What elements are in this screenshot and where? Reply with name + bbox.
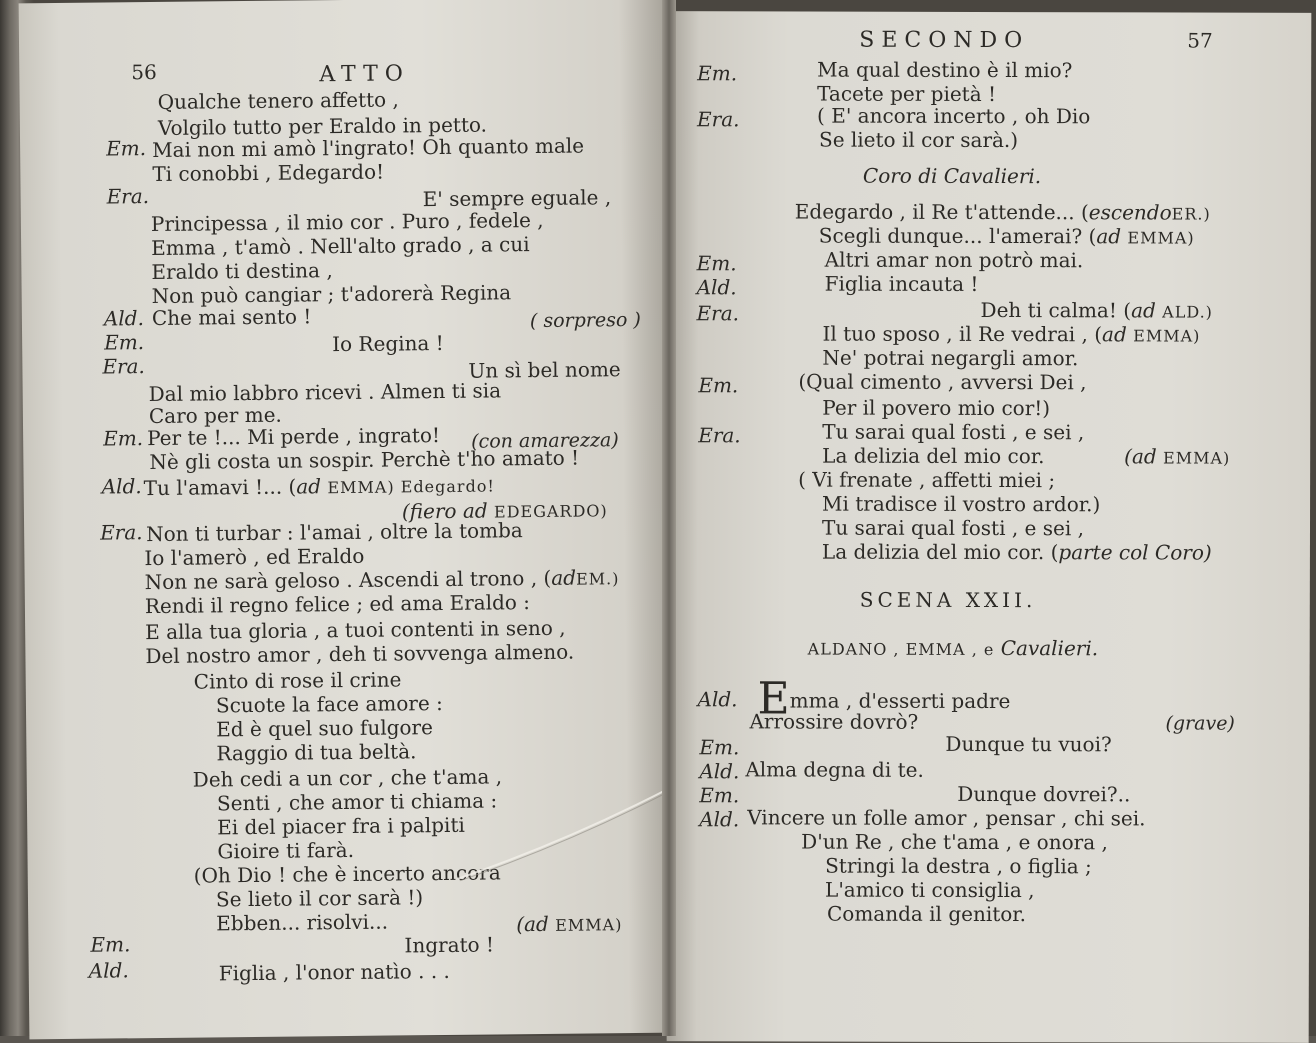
direction-text: ad <box>296 474 322 499</box>
speaker-label: Ald. <box>699 807 740 832</box>
verse-line: Tu sarai qual fosti , e sei , <box>822 419 1085 445</box>
verse-line: Ma qual destino è il mio? <box>817 57 1073 83</box>
aria-line: Ed è quel suo fulgore <box>216 715 434 742</box>
speaker-label: Em. <box>103 426 144 451</box>
speaker-label: Em. <box>699 735 740 760</box>
verse-text: Tu l'amavi !... ( <box>143 474 297 501</box>
verse-line: Che mai sento ! <box>151 304 312 331</box>
verse-line: Vincere un folle amor , pensar , chi sei. <box>747 805 1146 831</box>
character-name: EMMA) Edegardo! <box>327 476 495 498</box>
left-page <box>19 0 674 1039</box>
verse-line <box>819 224 1195 251</box>
aria-line: Raggio di tua beltà. <box>216 739 417 766</box>
verse-line: Figlia , l'onor natìo . . . <box>218 958 450 986</box>
direction-text: ad <box>551 565 577 590</box>
direction-text: ad <box>1131 298 1156 323</box>
stage-direction-line <box>516 911 622 938</box>
verse-line <box>981 298 1213 325</box>
aria-line: Deh cedi a un cor , che t'ama , <box>192 764 503 792</box>
aria-line: Stringi la destra , o figlia ; <box>825 853 1092 879</box>
character-names: ALDANO , EMMA , e <box>807 639 995 660</box>
verse-text: Edegardo , il Re t'attende... ( <box>794 199 1089 225</box>
direction-text: Coro) <box>1154 540 1212 565</box>
verse-line: Non ti turbar : l'amai , oltre la tomba <box>146 518 523 547</box>
aria-line: Se lieto il cor sarà !) <box>215 885 424 912</box>
character-name: EM.) <box>575 569 620 589</box>
aria-line: D'un Re , che t'ama , e onora , <box>801 829 1108 855</box>
character-name: ALD.) <box>1162 302 1213 322</box>
speaker-label: Era. <box>106 184 150 209</box>
verse-text: Il tuo sposo , il Re vedrai , ( <box>822 321 1103 347</box>
verse-line: Mi tradisce il vostro ardor.) <box>822 491 1101 517</box>
right-page <box>667 11 1312 1043</box>
verse-line: Un sì bel nome <box>468 357 621 383</box>
verse-line: Volgilo tutto per Eraldo in petto. <box>157 112 488 140</box>
verse-text: La delizia del mio cor. ( <box>821 539 1059 565</box>
verse-line: Mai non mi amò l'ingrato! Oh quanto male <box>152 133 585 163</box>
character-names-italic: Cavalieri. <box>1000 636 1099 661</box>
speaker-label: Em. <box>90 932 131 957</box>
verse-text: Non ne sarà geloso . Ascendi al trono , ( <box>144 565 552 595</box>
speaker-label: Ald. <box>88 958 129 983</box>
verse-line: Dunque dovrei?.. <box>957 781 1131 807</box>
aria-line: Senti , che amor ti chiama : <box>216 788 498 816</box>
speaker-label: Era. <box>102 354 145 379</box>
verse-line <box>144 472 495 502</box>
verse-line: Ti conobbi , Edegardo! <box>152 159 385 187</box>
direction-text: ad <box>1102 322 1127 347</box>
verse-text: Scegli dunque... l'amerai? ( <box>818 223 1097 249</box>
verse-line: ( E' ancora incerto , oh Dio <box>817 103 1091 129</box>
verse-line: Per te !... Mi perde , ingrato! <box>147 423 441 451</box>
running-header: SECONDO <box>859 27 1030 54</box>
character-name: EDEGARDO) <box>493 501 608 522</box>
verse-line: ( Vi frenate , affetti miei ; <box>798 467 1056 493</box>
speaker-label: Em. <box>104 330 145 355</box>
verse-line: Non può cangiar ; t'adorerà Regina <box>151 280 512 309</box>
aria-line: Comanda il genitor. <box>826 901 1027 927</box>
speaker-label: Ald. <box>696 275 737 300</box>
direction-text: (ad <box>516 911 549 937</box>
speaker-label: Em. <box>697 61 738 86</box>
speaker-label: Em. <box>698 373 739 398</box>
aria-line: (Oh Dio ! che è incerto ancora <box>193 860 501 888</box>
speaker-label: Ald. <box>697 687 738 712</box>
stage-direction: ( sorpreso ) <box>529 308 641 333</box>
verse-line: Se lieto il cor sarà.) <box>818 127 1019 153</box>
speaker-label: Ald. <box>699 759 740 784</box>
aria-line: L'amico ti consiglia , <box>825 877 1035 903</box>
speaker-label: Ald. <box>103 306 145 331</box>
stage-direction-line <box>1124 444 1230 470</box>
verse-line: Qualche tenero affetto , <box>157 87 399 114</box>
page-number: 56 <box>131 59 157 85</box>
speaker-label: Ald. <box>101 474 142 499</box>
verse-text: Deh ti calma! ( <box>980 297 1132 323</box>
direction-text: escendo <box>1088 200 1172 225</box>
aria-line: Ei del piacer fra i palpiti <box>217 812 465 840</box>
direction-text: parte col <box>1058 540 1149 565</box>
verse-line: Tacete per pietà ! <box>817 81 997 107</box>
verse-line: Alma degna di te. <box>745 757 924 782</box>
speaker-label: Era. <box>698 423 741 448</box>
verse-line: Dal mio labbro ricevi . Almen ti sia <box>148 378 502 407</box>
character-name: ER.) <box>1171 204 1211 224</box>
speaker-label: Em. <box>699 783 740 808</box>
verse-line: Tu sarai qual fosti , e sei , <box>821 515 1085 541</box>
speaker-label: Era. <box>697 107 740 132</box>
direction-text: (ad <box>1124 444 1157 469</box>
character-name: EMMA) <box>1163 448 1231 468</box>
scene-heading: SCENA XXII. <box>859 587 1037 613</box>
verse-line: Ne' potrai negargli amor. <box>822 345 1079 371</box>
verse-line <box>822 322 1200 349</box>
running-header: ATTO <box>319 61 410 88</box>
speaker-label: Em. <box>696 251 737 276</box>
verse-line <box>822 540 1212 565</box>
verse-line: Nè gli costa un sospir. Perchè t'ho amato ! <box>149 445 580 475</box>
aria-line: Gioire ti farà. <box>217 837 355 864</box>
character-list <box>808 636 1099 663</box>
verse-line: Dunque tu vuoi? <box>945 731 1112 757</box>
aria-line: Scuote la face amore : <box>215 690 443 718</box>
verse-line: Figlia incauta ! <box>824 271 979 296</box>
section-heading: Coro di Cavalieri. <box>862 163 1042 189</box>
verse-line: Io Regina ! <box>332 330 444 357</box>
speaker-label: Em. <box>105 136 147 161</box>
verse-line: Ingrato ! <box>404 932 495 958</box>
page-number: 57 <box>1187 28 1213 53</box>
stage-direction: (grave) <box>1165 712 1235 735</box>
verse-line: Caro per me. <box>148 402 282 429</box>
verse-line: Del nostro amor , deh ti sovvenga almeno. <box>145 639 575 669</box>
verse-line: Rendi il regno felice ; ed ama Eraldo : <box>144 590 531 619</box>
verse-line: E' sempre eguale , <box>422 185 612 212</box>
speaker-label: Era. <box>696 301 740 326</box>
verse-line: Per il povero mio cor!) <box>822 395 1051 421</box>
aria-line: Cinto di rose il crine <box>193 667 402 694</box>
stage-direction: (con amarezza) <box>471 429 619 453</box>
drop-cap: E <box>757 673 790 725</box>
verse-line: Arrossire dovrò? <box>749 709 919 734</box>
character-name: EMMA) <box>1133 326 1201 346</box>
direction-text: ad <box>1096 224 1122 249</box>
verse-line: (Qual cimento , avversi Dei , <box>798 369 1087 395</box>
verse-line: E alla tua gloria , a tuoi contenti in seno , <box>145 615 566 645</box>
verse-line: La delizia del mio cor. <box>822 443 1045 469</box>
verse-line <box>795 199 1211 226</box>
verse-line: Eraldo ti destina , <box>151 258 333 285</box>
character-name: EMMA) <box>1127 228 1195 248</box>
verse-line: Io l'amerò , ed Eraldo <box>144 543 365 571</box>
direction-text: (fiero ad <box>401 498 488 524</box>
verse-line: Altri amar non potrò mai. <box>824 247 1084 273</box>
verse-text: mma , d'esserti padre <box>789 688 1011 714</box>
character-name: EMMA) <box>555 915 623 935</box>
verse-line: Ebben... risolvi... <box>216 909 389 936</box>
verse-line: Emma , t'amò . Nell'alto grado , a cui <box>151 232 530 261</box>
book-gutter <box>662 0 676 1036</box>
speaker-label: Era. <box>100 520 143 545</box>
verse-line: Principessa , il mio cor . Puro , fedele , <box>150 207 544 237</box>
